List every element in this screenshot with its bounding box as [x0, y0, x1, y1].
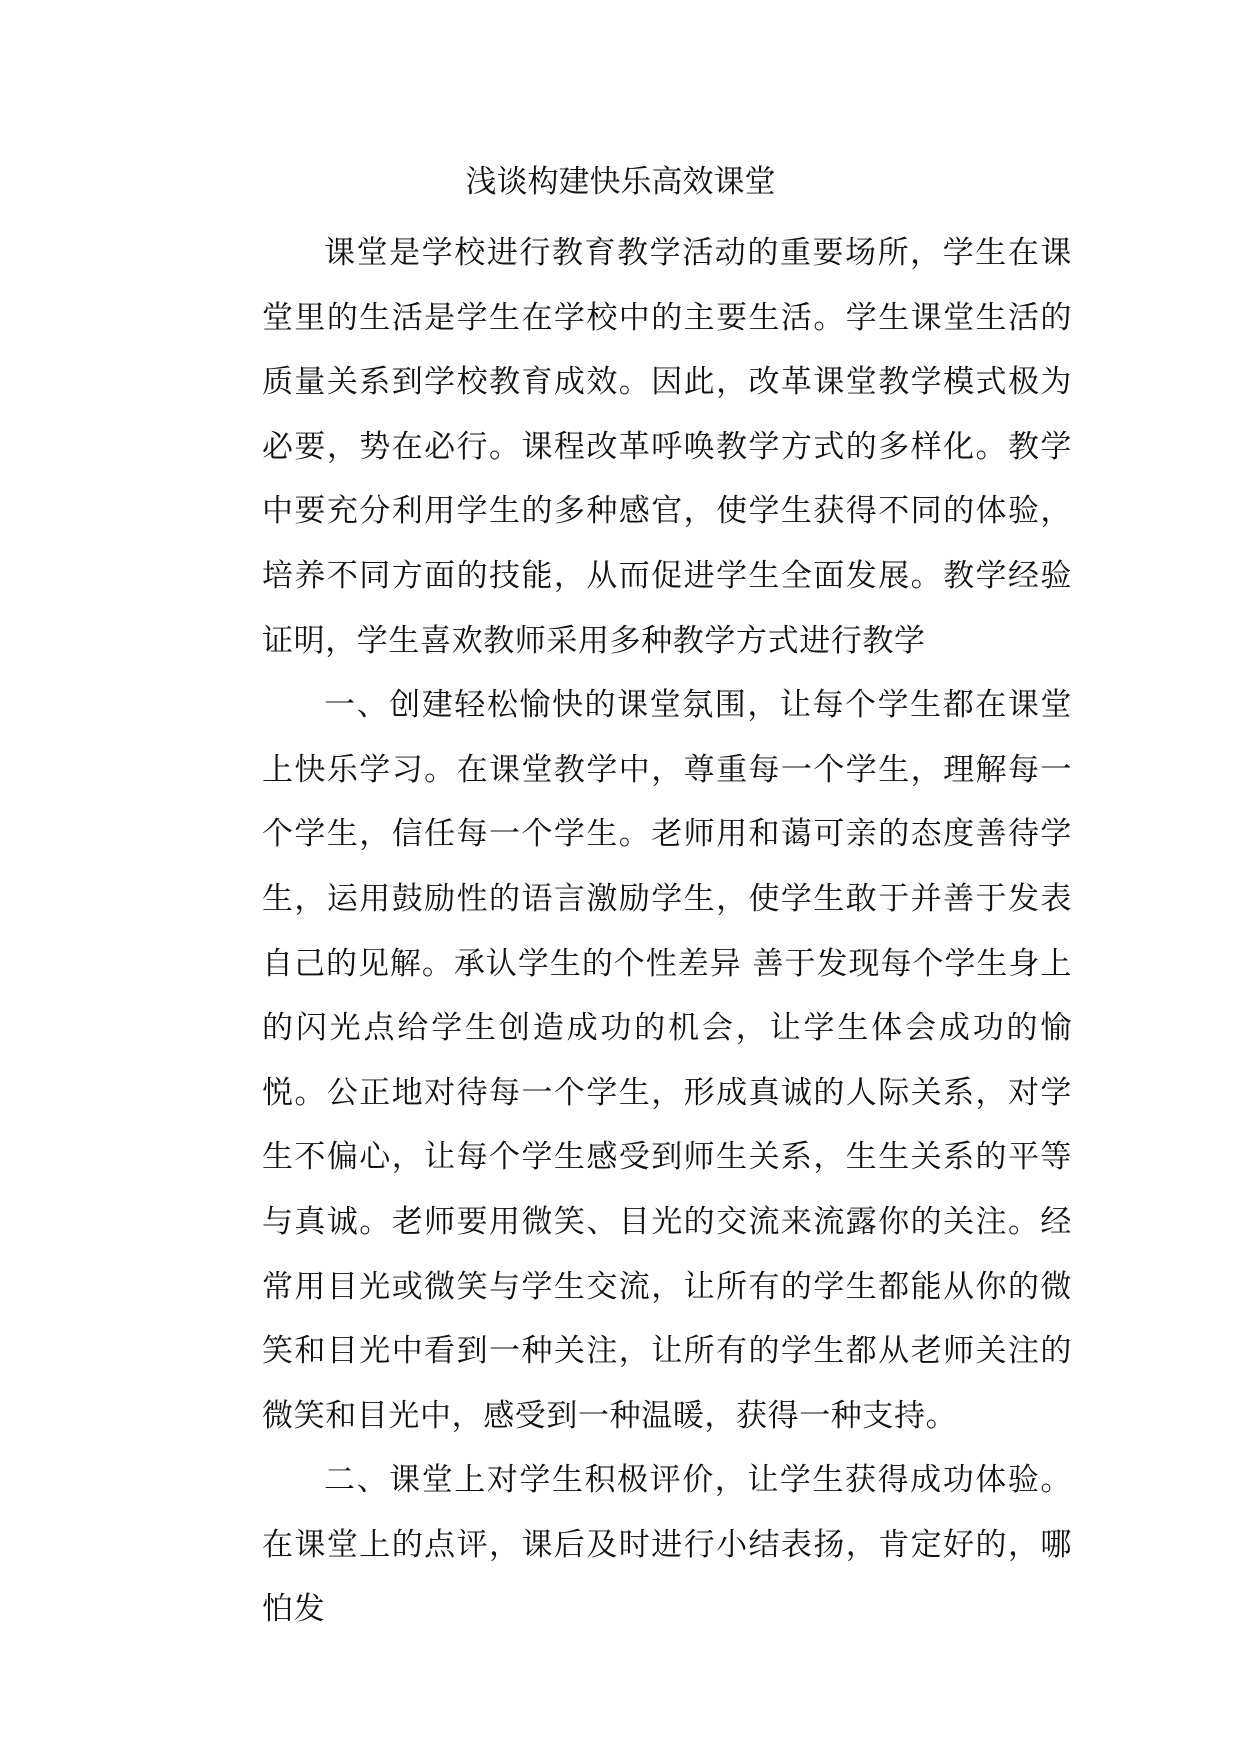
paragraph-section-one: 一、创建轻松愉快的课堂氛围，让每个学生都在课堂上快乐学习。在课堂教学中，尊重每一个学生，理解每一个学生，信任每一个学生。老师用和蔼可亲的态度善待学生，运用鼓励性的语言激励学生，使学生敢于并善于发表自己的见解。承认学生的个性差异 善于发现每个学生身上的闪光点给学生创造成功的机会，让学生体会成功的愉悦。公正地对待每一个学生，形成真诚的人际关系，对学生不偏心，让每个学生感受到师生关系，生生关系的平等与真诚。老师要用微笑、目光的交流来流露你的关注。经常用目光或微笑与学生交流，让所有的学生都能从你的微笑和目光中看到一种关注，让所有的学生都从老师关注的微笑和目光中，感受到一种温暖，获得一种支持。	[262, 687, 1072, 1434]
document-title: 浅谈构建快乐高效课堂	[465, 164, 776, 200]
paragraph-intro: 课堂是学校进行教育教学活动的重要场所，学生在课堂里的生活是学生在学校中的主要生活。学生课堂生活的质量关系到学校教育成效。因此，改革课堂教学模式极为必要，势在必行。课程改革呼唤教学方式的多样化。教学中要充分利用学生的多种感官，使学生获得不同的体验，培养不同方面的技能，从而促进学生全面发展。教学经验证明，学生喜欢教师采用多种教学方式进行教学	[262, 235, 1072, 659]
paragraph-section-two: 二、课堂上对学生积极评价，让学生获得成功体验。在课堂上的点评，课后及时进行小结表扬，肯定好的，哪怕发	[262, 1462, 1072, 1628]
document-body	[262, 221, 1072, 1642]
